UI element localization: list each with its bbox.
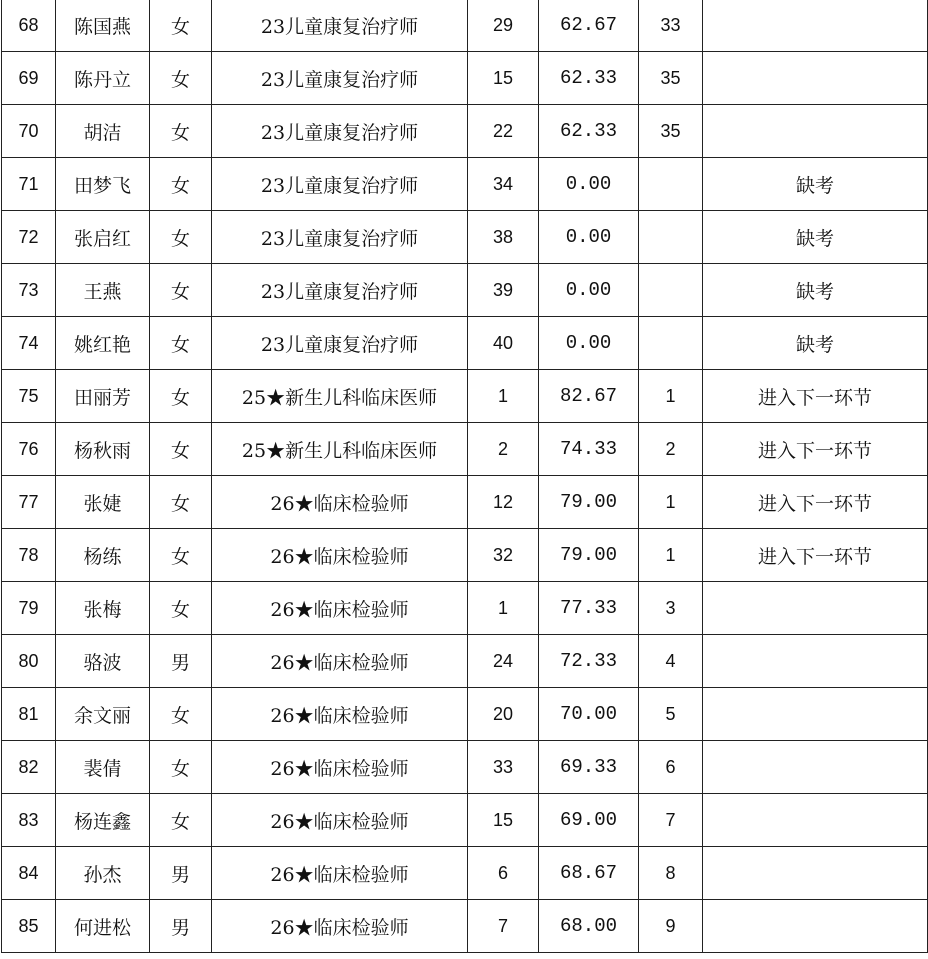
position-cell: 26★临床检验师: [212, 847, 468, 900]
remark-cell: 进入下一环节: [703, 370, 928, 423]
gender-cell: 女: [150, 370, 212, 423]
rank-cell: 2: [639, 423, 703, 476]
score-cell: 69.33: [539, 741, 639, 794]
remark-cell: 进入下一环节: [703, 423, 928, 476]
table-row: [2, 423, 928, 476]
gender-cell: 女: [150, 741, 212, 794]
position-cell: 26★临床检验师: [212, 582, 468, 635]
gender-cell: 女: [150, 52, 212, 105]
candidate-name-cell: 裴倩: [56, 741, 150, 794]
exam-number-cell: 22: [468, 105, 539, 158]
score-cell: 0.00: [539, 211, 639, 264]
candidate-name-cell: 张梅: [56, 582, 150, 635]
sequence-number-cell: 77: [2, 476, 56, 529]
table-row: [2, 0, 928, 52]
sequence-number-cell: 73: [2, 264, 56, 317]
candidate-name-cell: 何进松: [56, 900, 150, 953]
sequence-number-cell: 85: [2, 900, 56, 953]
table-row: [2, 847, 928, 900]
candidate-name-cell: 杨秋雨: [56, 423, 150, 476]
score-cell: 82.67: [539, 370, 639, 423]
sequence-number-cell: 70: [2, 105, 56, 158]
position-cell: 23儿童康复治疗师: [212, 264, 468, 317]
candidate-name-cell: 骆波: [56, 635, 150, 688]
position-cell: 23儿童康复治疗师: [212, 317, 468, 370]
rank-cell: [639, 264, 703, 317]
rank-cell: 7: [639, 794, 703, 847]
candidate-name-cell: 陈丹立: [56, 52, 150, 105]
sequence-number-cell: 82: [2, 741, 56, 794]
gender-cell: 女: [150, 105, 212, 158]
table-row: [2, 688, 928, 741]
position-cell: 26★临床检验师: [212, 900, 468, 953]
rank-cell: 4: [639, 635, 703, 688]
candidate-name-cell: 田梦飞: [56, 158, 150, 211]
table-row: [2, 370, 928, 423]
gender-cell: 男: [150, 847, 212, 900]
position-cell: 23儿童康复治疗师: [212, 105, 468, 158]
gender-cell: 女: [150, 0, 212, 52]
gender-cell: 女: [150, 264, 212, 317]
sequence-number-cell: 81: [2, 688, 56, 741]
remark-cell: [703, 688, 928, 741]
table-row: [2, 794, 928, 847]
score-cell: 0.00: [539, 264, 639, 317]
sequence-number-cell: 84: [2, 847, 56, 900]
position-cell: 26★临床检验师: [212, 529, 468, 582]
exam-number-cell: 32: [468, 529, 539, 582]
gender-cell: 女: [150, 211, 212, 264]
score-cell: 72.33: [539, 635, 639, 688]
position-cell: 26★临床检验师: [212, 635, 468, 688]
gender-cell: 女: [150, 317, 212, 370]
table-row: [2, 264, 928, 317]
rank-cell: 35: [639, 52, 703, 105]
exam-number-cell: 38: [468, 211, 539, 264]
table-row: [2, 52, 928, 105]
candidate-name-cell: 王燕: [56, 264, 150, 317]
candidate-name-cell: 陈国燕: [56, 0, 150, 52]
position-cell: 25★新生儿科临床医师: [212, 423, 468, 476]
sequence-number-cell: 79: [2, 582, 56, 635]
remark-cell: [703, 741, 928, 794]
score-cell: 79.00: [539, 529, 639, 582]
rank-cell: 5: [639, 688, 703, 741]
position-cell: 23儿童康复治疗师: [212, 158, 468, 211]
gender-cell: 女: [150, 158, 212, 211]
score-cell: 68.00: [539, 900, 639, 953]
score-cell: 0.00: [539, 158, 639, 211]
exam-number-cell: 24: [468, 635, 539, 688]
sequence-number-cell: 83: [2, 794, 56, 847]
remark-cell: [703, 794, 928, 847]
table-row: [2, 900, 928, 953]
position-cell: 23儿童康复治疗师: [212, 0, 468, 52]
sequence-number-cell: 74: [2, 317, 56, 370]
exam-number-cell: 33: [468, 741, 539, 794]
results-table-body: [2, 0, 928, 953]
score-cell: 69.00: [539, 794, 639, 847]
score-cell: 74.33: [539, 423, 639, 476]
exam-number-cell: 6: [468, 847, 539, 900]
remark-cell: 缺考: [703, 158, 928, 211]
exam-number-cell: 1: [468, 582, 539, 635]
rank-cell: 1: [639, 529, 703, 582]
sequence-number-cell: 68: [2, 0, 56, 52]
gender-cell: 女: [150, 582, 212, 635]
exam-number-cell: 40: [468, 317, 539, 370]
table-row: [2, 635, 928, 688]
table-row: [2, 582, 928, 635]
rank-cell: 33: [639, 0, 703, 52]
remark-cell: [703, 635, 928, 688]
score-cell: 62.33: [539, 105, 639, 158]
rank-cell: 3: [639, 582, 703, 635]
score-cell: 62.33: [539, 52, 639, 105]
exam-number-cell: 29: [468, 0, 539, 52]
gender-cell: 女: [150, 423, 212, 476]
position-cell: 26★临床检验师: [212, 741, 468, 794]
exam-number-cell: 15: [468, 794, 539, 847]
rank-cell: [639, 211, 703, 264]
rank-cell: 1: [639, 370, 703, 423]
position-cell: 26★临床检验师: [212, 794, 468, 847]
position-cell: 25★新生儿科临床医师: [212, 370, 468, 423]
exam-number-cell: 15: [468, 52, 539, 105]
candidate-name-cell: 余文丽: [56, 688, 150, 741]
score-cell: 68.67: [539, 847, 639, 900]
candidate-name-cell: 张婕: [56, 476, 150, 529]
exam-number-cell: 12: [468, 476, 539, 529]
exam-number-cell: 39: [468, 264, 539, 317]
rank-cell: 35: [639, 105, 703, 158]
remark-cell: [703, 0, 928, 52]
remark-cell: [703, 105, 928, 158]
remark-cell: [703, 900, 928, 953]
rank-cell: 6: [639, 741, 703, 794]
candidate-name-cell: 张启红: [56, 211, 150, 264]
sequence-number-cell: 76: [2, 423, 56, 476]
candidate-name-cell: 田丽芳: [56, 370, 150, 423]
score-cell: 0.00: [539, 317, 639, 370]
position-cell: 26★临床检验师: [212, 476, 468, 529]
candidate-name-cell: 胡洁: [56, 105, 150, 158]
sequence-number-cell: 80: [2, 635, 56, 688]
candidate-name-cell: 姚红艳: [56, 317, 150, 370]
position-cell: 26★临床检验师: [212, 688, 468, 741]
gender-cell: 男: [150, 900, 212, 953]
gender-cell: 女: [150, 529, 212, 582]
position-cell: 23儿童康复治疗师: [212, 211, 468, 264]
gender-cell: 女: [150, 688, 212, 741]
remark-cell: 进入下一环节: [703, 529, 928, 582]
position-cell: 23儿童康复治疗师: [212, 52, 468, 105]
remark-cell: 缺考: [703, 264, 928, 317]
score-cell: 77.33: [539, 582, 639, 635]
gender-cell: 女: [150, 476, 212, 529]
gender-cell: 男: [150, 635, 212, 688]
rank-cell: 1: [639, 476, 703, 529]
sequence-number-cell: 75: [2, 370, 56, 423]
gender-cell: 女: [150, 794, 212, 847]
score-cell: 62.67: [539, 0, 639, 52]
rank-cell: 8: [639, 847, 703, 900]
candidate-name-cell: 杨连鑫: [56, 794, 150, 847]
sequence-number-cell: 78: [2, 529, 56, 582]
remark-cell: [703, 582, 928, 635]
table-row: [2, 211, 928, 264]
table-row: [2, 476, 928, 529]
results-table: [1, 0, 928, 953]
sequence-number-cell: 71: [2, 158, 56, 211]
exam-number-cell: 34: [468, 158, 539, 211]
sequence-number-cell: 72: [2, 211, 56, 264]
exam-number-cell: 2: [468, 423, 539, 476]
table-row: [2, 317, 928, 370]
exam-number-cell: 1: [468, 370, 539, 423]
score-cell: 79.00: [539, 476, 639, 529]
remark-cell: [703, 847, 928, 900]
exam-number-cell: 20: [468, 688, 539, 741]
rank-cell: [639, 158, 703, 211]
table-row: [2, 741, 928, 794]
rank-cell: 9: [639, 900, 703, 953]
rank-cell: [639, 317, 703, 370]
candidate-name-cell: 杨练: [56, 529, 150, 582]
sequence-number-cell: 69: [2, 52, 56, 105]
table-row: [2, 105, 928, 158]
remark-cell: 进入下一环节: [703, 476, 928, 529]
remark-cell: 缺考: [703, 211, 928, 264]
candidate-name-cell: 孙杰: [56, 847, 150, 900]
remark-cell: [703, 52, 928, 105]
score-cell: 70.00: [539, 688, 639, 741]
remark-cell: 缺考: [703, 317, 928, 370]
table-row: [2, 529, 928, 582]
exam-number-cell: 7: [468, 900, 539, 953]
table-row: [2, 158, 928, 211]
